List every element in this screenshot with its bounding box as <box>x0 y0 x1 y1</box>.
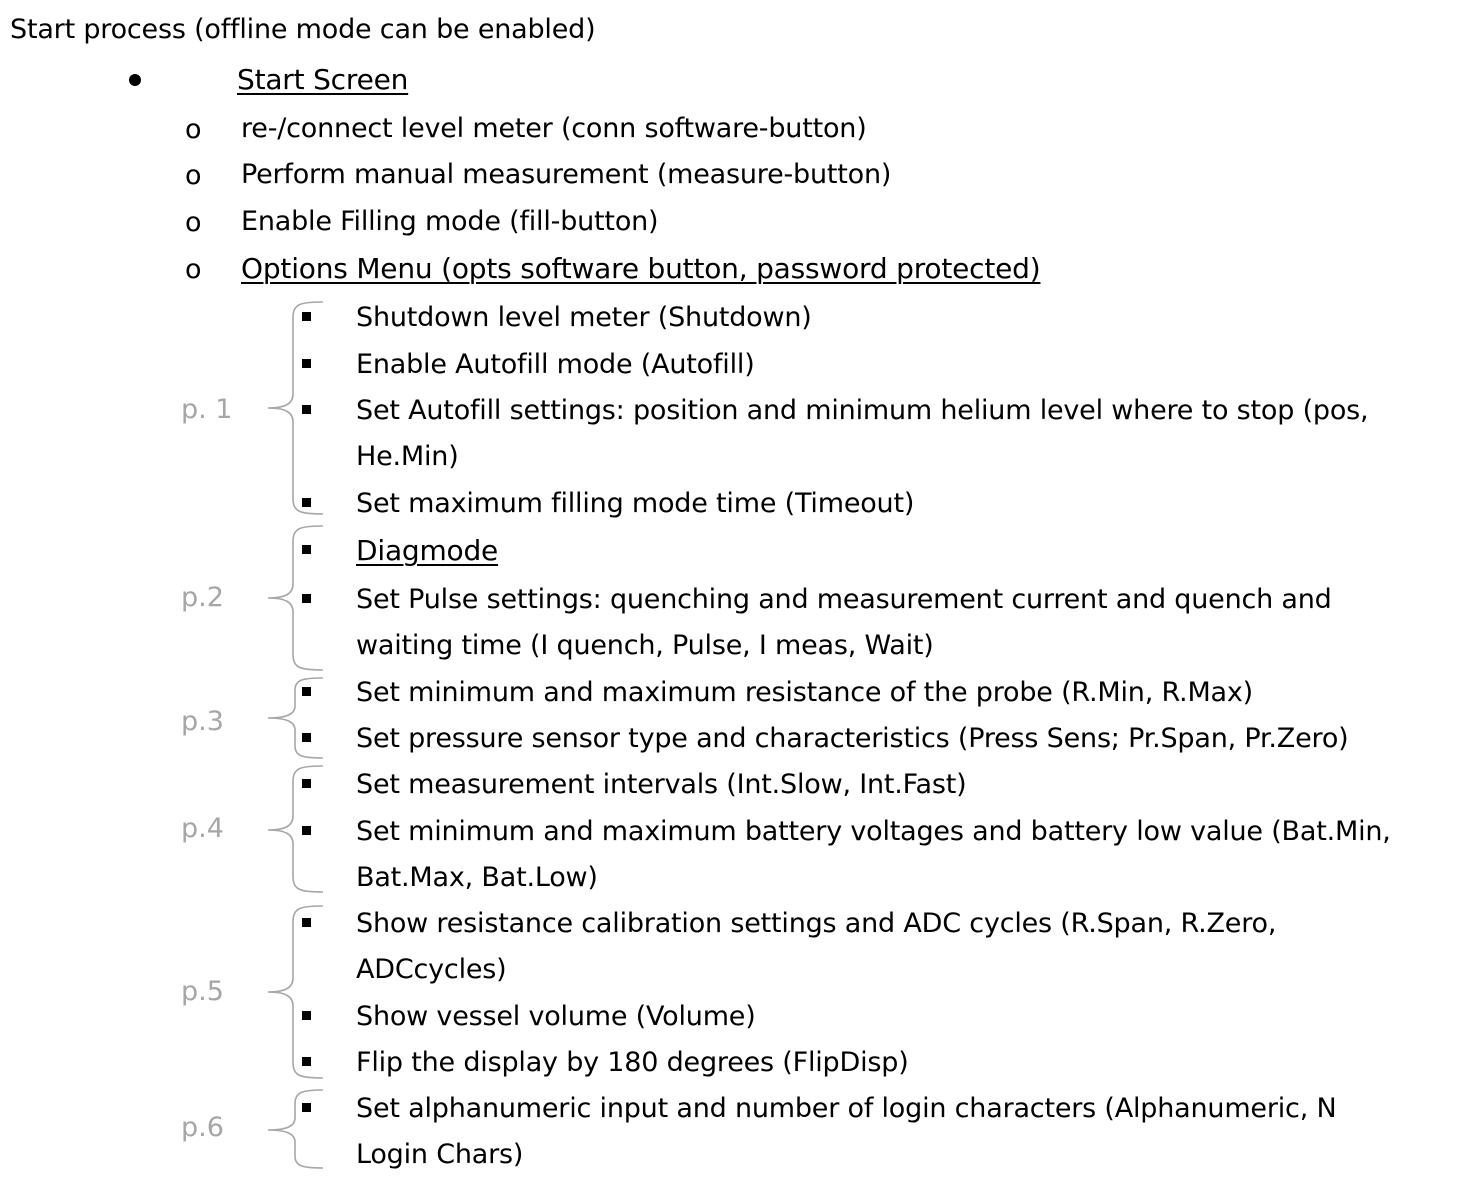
document-title: Start process (offline mode can be enabled) <box>10 14 596 45</box>
list-item: Set minimum and maximum battery voltages and battery low value (Bat.Min, <box>356 816 1391 847</box>
page-label-p6: p.6 <box>181 1112 224 1143</box>
brace-p4 <box>268 766 323 892</box>
list-item: Enable Autofill mode (Autofill) <box>356 349 755 380</box>
circle-bullet-icon: o <box>185 254 202 285</box>
options-menu-heading: Options Menu (opts software button, password protected) <box>241 252 1041 285</box>
square-bullet-icon <box>302 826 311 835</box>
square-bullet-icon <box>302 545 311 554</box>
list-item-continuation: He.Min) <box>356 441 459 472</box>
square-bullet-icon <box>302 498 311 507</box>
list-item: Flip the display by 180 degrees (FlipDisp) <box>356 1047 909 1078</box>
disc-bullet-icon <box>129 74 141 86</box>
brace-p5 <box>268 906 323 1078</box>
brace-p3 <box>268 678 323 758</box>
diagmode-heading: Diagmode <box>356 534 499 567</box>
list-item: Set Autofill settings: position and minimum helium level where to stop (pos, <box>356 395 1369 426</box>
list-item: Set alphanumeric input and number of login characters (Alphanumeric, N <box>356 1093 1337 1124</box>
page-label-p1: p. 1 <box>181 394 233 425</box>
brace-p1 <box>268 302 323 514</box>
square-bullet-icon <box>302 405 311 414</box>
square-bullet-icon <box>302 594 311 603</box>
list-item: Perform manual measurement (measure-button) <box>241 159 892 190</box>
square-bullet-icon <box>302 359 311 368</box>
list-item: Enable Filling mode (fill-button) <box>241 206 659 237</box>
list-item-continuation: waiting time (I quench, Pulse, I meas, Wait) <box>356 630 934 661</box>
square-bullet-icon <box>302 1057 311 1066</box>
brace-p6 <box>268 1090 323 1168</box>
circle-bullet-icon: o <box>185 207 202 238</box>
list-item: Set maximum filling mode time (Timeout) <box>356 488 915 519</box>
page-label-p5: p.5 <box>181 976 224 1007</box>
square-bullet-icon <box>302 312 311 321</box>
list-item: Show resistance calibration settings and ADC cycles (R.Span, R.Zero, <box>356 908 1277 939</box>
circle-bullet-icon: o <box>185 160 202 191</box>
start-screen-heading: Start Screen <box>237 63 409 96</box>
square-bullet-icon <box>302 1103 311 1112</box>
square-bullet-icon <box>302 918 311 927</box>
list-item: re-/connect level meter (conn software-button) <box>241 113 867 144</box>
square-bullet-icon <box>302 779 311 788</box>
list-item: Set pressure sensor type and characteristics (Press Sens; Pr.Span, Pr.Zero) <box>356 723 1349 754</box>
list-item: Set measurement intervals (Int.Slow, Int.Fast) <box>356 769 967 800</box>
list-item-continuation: Bat.Max, Bat.Low) <box>356 862 598 893</box>
circle-bullet-icon: o <box>185 114 202 145</box>
list-item: Set Pulse settings: quenching and measurement current and quench and <box>356 584 1332 615</box>
page-label-p2: p.2 <box>181 582 224 613</box>
page-label-p3: p.3 <box>181 706 224 737</box>
page-label-p4: p.4 <box>181 813 224 844</box>
list-item: Set minimum and maximum resistance of the probe (R.Min, R.Max) <box>356 677 1253 708</box>
list-item: Shutdown level meter (Shutdown) <box>356 302 812 333</box>
square-bullet-icon <box>302 687 311 696</box>
list-item: Show vessel volume (Volume) <box>356 1001 756 1032</box>
list-item-continuation: ADCcycles) <box>356 954 507 985</box>
square-bullet-icon <box>302 1011 311 1020</box>
list-item-continuation: Login Chars) <box>356 1139 524 1170</box>
brace-p2 <box>268 526 323 670</box>
square-bullet-icon <box>302 733 311 742</box>
